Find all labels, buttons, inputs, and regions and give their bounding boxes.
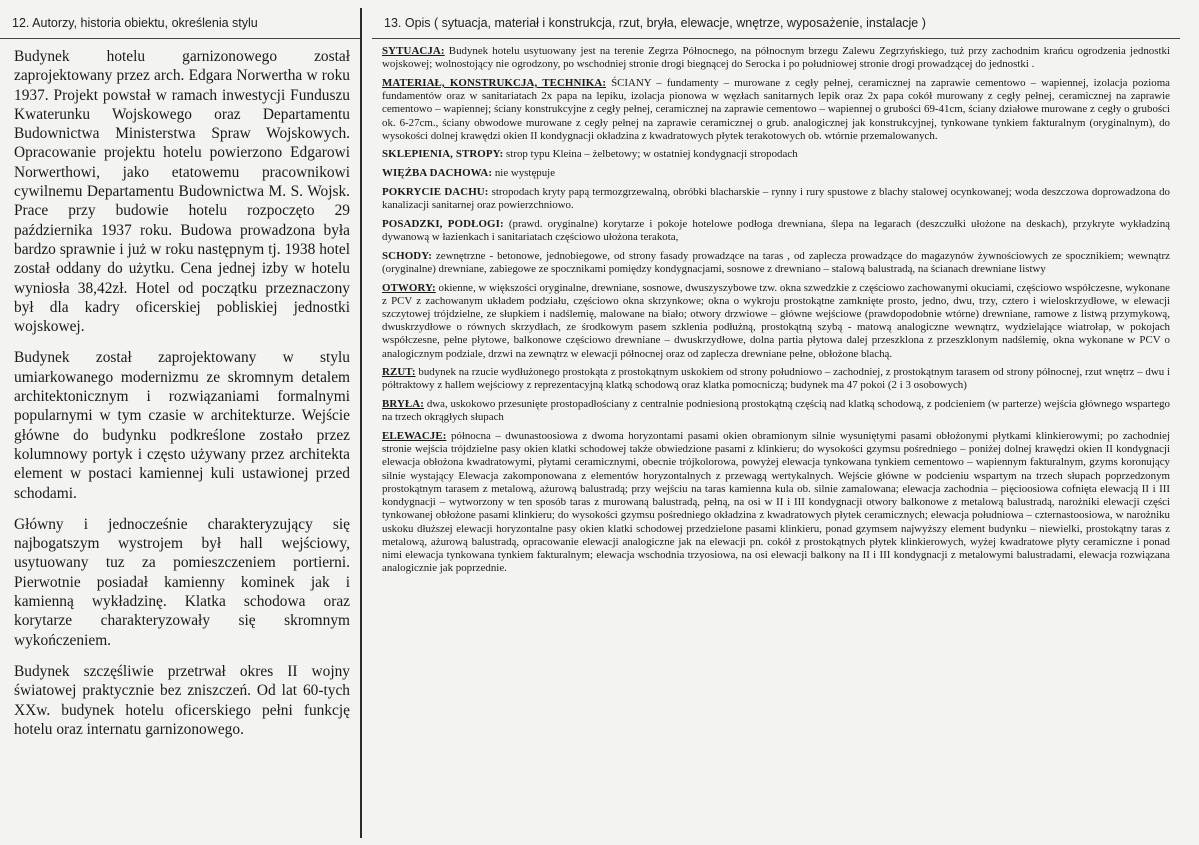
section-label: POSADZKI, PODŁOGI: [382, 217, 504, 230]
description-section [382, 366, 1170, 392]
description-section [382, 282, 1170, 361]
section-label: BRYŁA: [382, 398, 424, 411]
section-label: MATERIAŁ, KONSTRUKCJA, TECHNIKA: [382, 76, 607, 89]
history-paragraph-2: Budynek został zaprojektowany w stylu umiarkowanego modernizmu ze skromnym detalem architektonicznym i rozwiązaniami formalnymi popularnymi w tym czasie w architekturze. Wejście główne do budynku podkreślone zostało przez kolumnowy portyk i często używany przez architekta element w postaci kamiennej kuli ustawionej przed schodami. [14, 349, 350, 502]
section-13-heading: 13. Opis ( sytuacja, materiał i konstrukcja, rzut, bryła, elewacje, wnętrze, wyposażenie, instalacje ) [372, 8, 1180, 39]
section-13-body [372, 39, 1180, 575]
section-text: dwa, uskokowo przesunięte prostopadłościany z centralnie podniesioną prostokątną częścią nad klatką schodową, z podcieniem (w parterze) wejścia głównego wspartego na trzech okrągłych słupach [382, 398, 1170, 424]
section-text: nie występuje [492, 167, 556, 180]
description-section [382, 430, 1170, 575]
section-text: północna – dwunastoosiowa z dwoma horyzontami pasami okien obramionym silnie wysuniętymi pasami obłożonymi płytkami klinkierowymi; po zachodniej stronie wejścia trójdzielne pasy okien klatki schodowej także obwiedzione pasami z klinkieru; do wysokości gzymsu pośredniego – poniżej dolnej krawędzi okien II kondygnacji elewacja obłożona kwadratowymi, płytami ceramicznymi, obecnie trójkolorowa, powyżej elewacja tynkowana tynkiem cementowo – wapiennym fakturalnym, gzyms koronujący silnie wystający Elewacja zakomponowana z elementów horyzontalnych z przewagą wertykalnych. Wejście główne w podcieniu wspartym na trzech słupach poprzedzonym prostokątnym tarasem z metalową, ażurową balustradą; przy wejściu na taras kamienna kula ob. silnie zamalowana; elewacja zachodnia – pięcioosiowa cofnięta elewacją II i III kondygnacji – wytworzony w ten sposób taras z murowaną balustradą, pełną, na osi w II i III kondygnacji otwory balkonowe z metalową balustradą, narożniki elewacji części tynkowanej obłożone pasami klinkieru; do wysokości gzymsu pośredniego okładzina z kwadratowych płytek ceramicznych; elewacja południowa – czternastoosiowa, w narożniku uskoku dłuższej elewacji horyzontalne pasy okien klatki schodowej przedzielone pasami klinkieru, ponad gzymsem najwyższy element budynku – niewielki, prostokątny taras z metalową, ażurową balustradą, opracowanie elewacji analogiczne jak na elewacji pn. cokół z prostokątnych płytek klinkierowych, wyżej kwadratowe płyty ceramiczne i ponad nimi elewacja tynkowana tynkiem fakturalnym; elewacja wschodnia trzyosiowa, na osi elewacji balkony na II i III kondygnacji z metalowymi balustradami, elewacja rozwiązana analogicznie jak poprzednie. [382, 430, 1170, 575]
section-label: POKRYCIE DACHU: [382, 185, 489, 198]
section-text: strop typu Kleina – żelbetowy; w ostatniej kondygnacji stropodach [503, 148, 798, 161]
description-section [382, 167, 1170, 180]
section-text: okienne, w większości oryginalne, drewniane, sosnowe, dwuszyszybowe tzw. okna szwedzkie z częściowo zachowanymi okuciami, częściowo współczesne, wykonane z PCV z zachowanym układem podziału, częściowo okna skrzynkowe; okna o wykroju prostokątne zamknięte prosto, jedno, dwu, trzy, cztero i wieloskrzydłowe, w elewacji szczytowej trójdzielne, ze słupkiem i nadślemię, malowane na biało; otwory drzwiowe – główne wejściowe (prawdopodobnie wtórne) drewniane, ramowe z listwą przymykową, dwuskrzydłowe o równych skrzydłach, ze środkowym pasem szklenia podłużną, prostokątną szybą - matową analogiczne wewnątrz, wydzielające wiatrołap, w pokojach współczesne, pełne płytowe, balkonowe częściowo drewniane – dwuskrzydłowe, dolna partia płytowa dalej przeszklona z przeszklonym nadślemię, okna wykonane w PCV o analogicznym podziale, drzwi na zewnątrz w elewacji północnej oraz od zaplecza drewniane pełne, obłożone blachą. [382, 281, 1170, 360]
section-text: (prawd. oryginalne) korytarze i pokoje hotelowe podłoga drewniana, ślepa na legarach (deszczułki ułożone na deskach), przykryte wykładziną dywanową w łazienkach i sanitariatach częściowo ułożona terakota, [382, 217, 1170, 243]
section-text: budynek na rzucie wydłużonego prostokąta z prostokątnym uskokiem od strony południowo – zachodniej, z prostokątnym tarasem od strony północnej, rzut wnętrz – dwu i półtraktowy z hallem wejściowy z reprezentacyjną klatką schodową oraz klatka pomocniczą; budynek ma 47 pokoi (2 i 3 osobowych) [382, 366, 1170, 392]
history-paragraph-4: Budynek szczęśliwie przetrwał okres II wojny światowej praktycznie bez zniszczeń. Od lat 60-tych XXw. budynek hotelu oficerskiego pełni funkcję hotelu oraz internatu garnizonowego. [14, 662, 350, 738]
section-label: SKLEPIENIA, STROPY: [382, 148, 504, 161]
description-section [382, 148, 1170, 161]
section-12-body [0, 39, 360, 739]
section-13-column [372, 8, 1180, 838]
description-section [382, 218, 1170, 244]
section-text: stropodach kryty papą termozgrzewalną, obróbki blacharskie – rynny i rury spustowe z blachy stalowej ocynkowanej; woda deszczowa doprowadzona do kanalizacji sanitarnej oraz powierzchniowo. [382, 185, 1170, 212]
section-text: zewnętrzne - betonowe, jednobiegowe, od strony fasady prowadzące na taras , od zaplecza prowadzące do magazynów żywnościowych ze spocznikiem; wewnątrz (oryginalne) drewniane, zabiegowe ze spocznikami pomiędzy kondygnacjami, sosnowe z drewniano – stalową balustradą, na ścianach drewniane listwy [382, 249, 1170, 275]
section-12-column [0, 8, 362, 838]
history-paragraph-3: Główny i jednocześnie charakteryzujący się najbogatszym wystrojem był hall wejściowy, usytuowany tuz za pomieszczeniem portierni. Pierwotnie posiadał kamienny kominek jak i kamienną wykładzinę. Klatka schodowa oraz korytarze charakteryzowały się skromnym wykończeniem. [14, 515, 350, 649]
section-12-heading: 12. Autorzy, historia obiektu, określenia stylu [0, 8, 360, 39]
description-section [382, 45, 1170, 71]
section-label: SYTUACJA: [382, 45, 445, 57]
section-label: WIĘŹBA DACHOWA: [382, 167, 493, 180]
description-section [382, 186, 1170, 212]
section-text: Budynek hotelu usytuowany jest na terenie Zegrza Północnego, na północnym brzegu Zalewu Zegrzyńskiego, tuż przy zachodnim krańcu ogrodzenia jednostki wojskowej; wolnostojący nie ogrodzony, po wschodniej stronie drogi biegnącej do Serocka i po południowej stronie drogi prowadzącej do jednostki . [382, 45, 1170, 71]
section-label: RZUT: [382, 366, 416, 379]
description-section [382, 77, 1170, 143]
history-paragraph-1: Budynek hotelu garnizonowego został zaprojektowany przez arch. Edgara Norwertha w roku 1937. Projekt powstał w ramach inwestycji Funduszu Kwaterunku Wojskowego oraz Departamentu Budownictwa Ministerstwa Spraw Wojskowych. Opracowanie projektu hotelu powierzono Edgarowi Norwerthowi, jako etatowemu pracownikowi cywilnemu Departamentu Budownictwa M. S. Wojsk. Prace przy budowie hotelu rozpoczęto 29 października 1937 roku. Budowa prowadzona była bardzo sprawnie i już w roku następnym tj. 1938 hotel został oddany do użytku. Cena jednej izby w hotelu wyniosła 38,42zł. Hotel od początku przeznaczony był dla kadry oficerskiej pobliskiej jednostki wojskowej. [14, 48, 350, 336]
section-label: OTWORY: [382, 281, 436, 294]
section-text: ŚCIANY – fundamenty – murowane z cegły pełnej, ceramicznej na zaprawie cementowo – wapiennej, izolacja pozioma fundamentów oraz w sanitariatach 2x papa na lepiku, izolacja pionowa w węzłach sanitarnych lepik oraz 2x papa cokół murowany z cegły pełnej, ceramicznej na zaprawie cementowo – wapiennej; ściany konstrukcyjne z cegły pełnej, ceramicznej na zaprawie cementowo – wapiennej o grubości 69-41cm, ściany działowe murowane z cegły o grubości ok. 6-27cm., ściany obwodowe murowane z cegły pełnej na zaprawie ceramicznej o grub. analogicznej jak konstrukcyjnej, tynkowane tynkiem fakturalnym (oryginalnym), do wysokości dolnej krawędzi okien II kondygnacji okładzina z kwadratowych płytek terakotowych ob. wtórnie przemalowanych. [382, 76, 1170, 142]
description-section [382, 398, 1170, 424]
description-section [382, 250, 1170, 276]
section-label: ELEWACJE: [382, 430, 447, 443]
section-label: SCHODY: [382, 249, 432, 262]
